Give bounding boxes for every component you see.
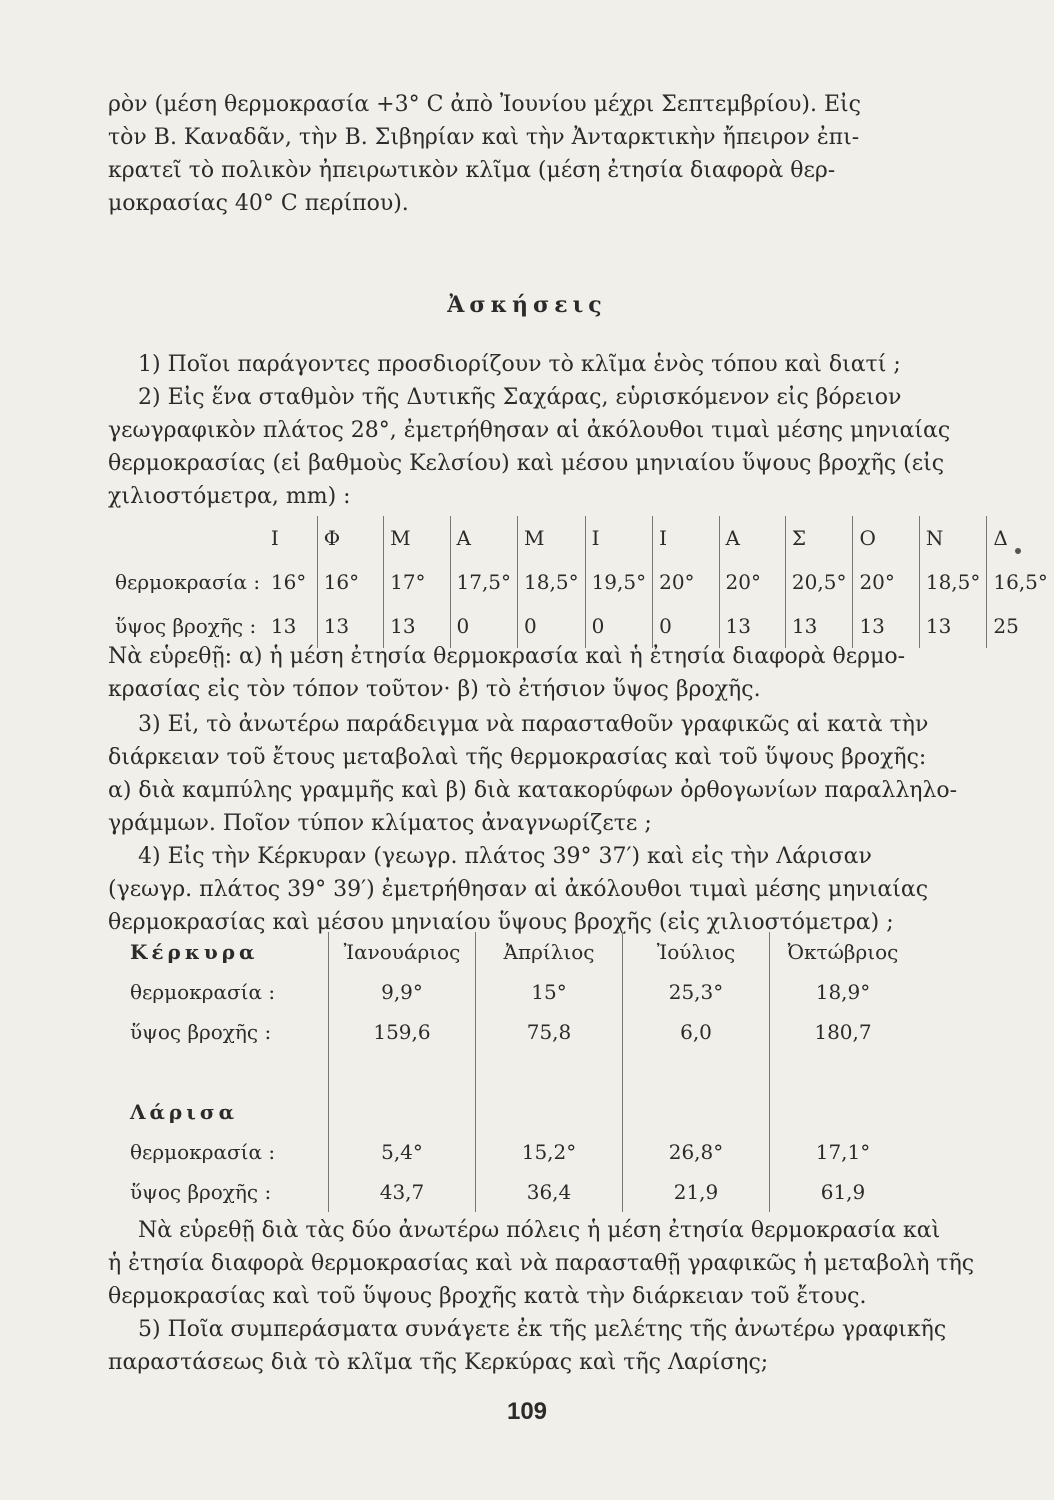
rain-cell: 0 [450,604,518,648]
text-line: ρὸν (μέση θερμοκρασία +3° C ἀπὸ Ἰουνίου μέχρι Σεπτεμβρίου). Εἰς [108,92,861,117]
temp-cell: 16,5° [987,560,1054,604]
rain-cell: 0 [585,604,653,648]
temp-cell: 15,2° [476,1132,623,1172]
text-line: 4) Εἰς τὴν Κέρκυραν (γεωγρ. πλάτος 39° 37′) καὶ εἰς τὴν Λάρισαν [138,844,872,869]
month-cell: Μ [518,516,586,560]
exercises-1-2 [108,348,951,513]
month-cell: Ι [653,516,719,560]
larisa-rain-row [130,1172,916,1212]
temp-cell: 19,5° [585,560,653,604]
temp-cell: 5,4° [329,1132,476,1172]
rain-cell: 0 [653,604,719,648]
month-cell: Ο [853,516,919,560]
text-line: 1) Ποῖοι παράγοντες προσδιορίζουν τὸ κλῖμα ἑνὸς τόπου καὶ διατί ; [138,352,901,377]
spacer [329,1052,476,1092]
spacer [623,1092,770,1132]
text-line: γεωγραφικὸν πλάτος 28°, ἐμετρήθησαν αἱ ἀκόλουθοι τιμαὶ μέσης μηνιαίας [108,418,951,443]
month-cell: Α [719,516,785,560]
temp-cell: 20,5° [785,560,853,604]
text-line: α) διὰ καμπύλης γραμμῆς καὶ β) διὰ κατακορύφων ὀρθογωνίων παραλληλο- [108,778,958,803]
month-header: Ἰούλιος [623,932,770,972]
month-cell: Σ [785,516,853,560]
month-cell: Δ [987,516,1054,560]
exercises-3-4 [108,708,958,939]
temp-cell: 20° [653,560,719,604]
text-line: θερμοκρασίας (εἰ βαθμοὺς Κελσίου) καὶ μέσου μηνιαίου ὕψους βροχῆς (εἰς [108,451,945,476]
month-cell: Μ [384,516,450,560]
row-label: ὕψος βροχῆς : [115,614,257,638]
rain-cell: 180,7 [770,1012,917,1052]
rain-cell: 61,9 [770,1172,917,1212]
larisa-temp-row [130,1132,916,1172]
page-number: 109 [506,1398,548,1425]
header-blank [115,516,271,560]
spacer [770,1052,917,1092]
task-paragraph [108,640,938,706]
spacer [476,1092,623,1132]
text-line: θερμοκρασίας καὶ μέσου μηνιαίου ὕψους βροχῆς (εἰς χιλιοστόμετρα) ; [108,910,894,935]
kerkyra-rain-row [130,1012,916,1052]
month-cell: Φ [317,516,383,560]
closing-paragraph [108,1214,975,1379]
spacer [623,1052,770,1092]
text-line: κρατεῖ τὸ πολικὸν ἠπειρωτικὸν κλῖμα (μέση ἐτησία διαφορὰ θερ- [108,158,836,183]
text-line: θερμοκρασίας καὶ τοῦ ὕψους βροχῆς κατὰ τὴν διάρκειαν τοῦ ἔτους. [108,1284,867,1309]
temp-cell: 16° [317,560,383,604]
row-label: θερμοκρασία : [130,1140,276,1164]
margin-dot [1015,548,1021,554]
text-line: Νὰ εὑρεθῇ: α) ἡ μέση ἐτησία θερμοκρασία καὶ ἡ ἐτησία διαφορὰ θερμο- [108,644,906,669]
text-line: μοκρασίας 40° C περίπου). [108,191,409,216]
row-label: ὕψος βροχῆς : [130,1180,272,1204]
larisa-header-row [130,1092,916,1132]
temp-cell: 17° [384,560,450,604]
temp-cell: 17,1° [770,1132,917,1172]
rain-cell: 36,4 [476,1172,623,1212]
rain-cell: 13 [919,604,987,648]
rain-cell: 13 [853,604,919,648]
temp-cell: 16° [270,570,307,594]
sahara-climate-table [115,516,1054,648]
temp-cell: 20° [719,560,785,604]
row-label: θερμοκρασία : [130,980,276,1004]
rain-cell: 13 [317,604,383,648]
rain-cell: 159,6 [329,1012,476,1052]
kerkyra-header-row [130,932,916,972]
spacer [476,1052,623,1092]
city-name-larisa: Λάρισα [130,1100,239,1124]
row-label: θερμοκρασία : [115,570,261,594]
rain-cell: 13 [384,604,450,648]
temp-cell: 25,3° [623,972,770,1012]
temp-cell: 15° [476,972,623,1012]
temp-cell: 26,8° [623,1132,770,1172]
rain-cell: 13 [785,604,853,648]
text-line: ἡ ἐτησία διαφορὰ θερμοκρασίας καὶ νὰ παρασταθῇ γραφικῶς ἡ μεταβολὴ τῆς [108,1251,975,1276]
rain-cell: 75,8 [476,1012,623,1052]
month-cell: Ν [919,516,987,560]
month-cell: Ι [585,516,653,560]
spacer [130,1052,329,1092]
section-heading: Ἀσκήσεις [447,292,607,318]
row-label: ὕψος βροχῆς : [130,1020,272,1044]
kerkyra-temp-row [130,972,916,1012]
temp-cell: 17,5° [450,560,518,604]
spacer-row [130,1052,916,1092]
text-line: 3) Εἰ, τὸ ἀνωτέρω παράδειγμα νὰ παρασταθοῦν γραφικῶς αἱ κατὰ τὴν [138,712,929,737]
rain-cell: 13 [270,614,297,638]
month-header: Ὀκτώβριος [770,932,917,972]
rain-cell: 0 [518,604,586,648]
text-line: διάρκειαν τοῦ ἔτους μεταβολαὶ τῆς θερμοκρασίας καὶ τοῦ ὕψους βροχῆς: [108,745,927,770]
text-line: 5) Ποῖα συμπεράσματα συνάγετε ἐκ τῆς μελέτης τῆς ἀνωτέρω γραφικῆς [138,1317,947,1342]
intro-paragraph [108,88,938,220]
cities-climate-table [130,932,916,1212]
temp-cell: 20° [853,560,919,604]
text-line: (γεωγρ. πλάτος 39° 39′) ἐμετρήθησαν αἱ ἀκόλουθοι τιμαὶ μέσης μηνιαίας [108,877,929,902]
month-cell: Ι [270,526,279,550]
month-cell: Α [450,516,518,560]
text-line: παραστάσεως διὰ τὸ κλῖμα τῆς Κερκύρας καὶ τῆς Λαρίσης; [108,1350,769,1375]
rain-cell: 13 [719,604,785,648]
temp-cell: 9,9° [329,972,476,1012]
temp-cell: 18,5° [919,560,987,604]
temp-cell: 18,5° [518,560,586,604]
month-header-row [115,516,1054,560]
rain-cell: 43,7 [329,1172,476,1212]
spacer [770,1092,917,1132]
rain-cell: 6,0 [623,1012,770,1052]
text-line: χιλιοστόμετρα, mm) : [108,484,351,509]
text-line: Νὰ εὑρεθῇ διὰ τὰς δύο ἀνωτέρω πόλεις ἡ μέση ἐτησία θερμοκρασία καὶ [138,1218,941,1243]
month-header: Ἀπρίλιος [476,932,623,972]
temperature-row [115,560,1054,604]
rain-cell: 21,9 [623,1172,770,1212]
text-line: 2) Εἰς ἕνα σταθμὸν τῆς Δυτικῆς Σαχάρας, εὑρισκόμενον εἰς βόρειον [138,385,902,410]
text-line: τὸν Β. Καναδᾶν, τὴν Β. Σιβηρίαν καὶ τὴν Ἀνταρκτικὴν ἤπειρον ἐπι- [108,125,860,150]
text-line: κρασίας εἰς τὸν τόπον τοῦτον· β) τὸ ἐτήσιον ὕψος βροχῆς. [108,677,761,702]
spacer [329,1092,476,1132]
month-header: Ἰανουάριος [329,932,476,972]
temp-cell: 18,9° [770,972,917,1012]
text-line: γράμμων. Ποῖον τύπον κλίματος ἀναγνωρίζετε ; [108,811,652,836]
rain-cell: 25 [987,604,1054,648]
city-name-kerkyra: Κέρκυρα [130,940,259,964]
